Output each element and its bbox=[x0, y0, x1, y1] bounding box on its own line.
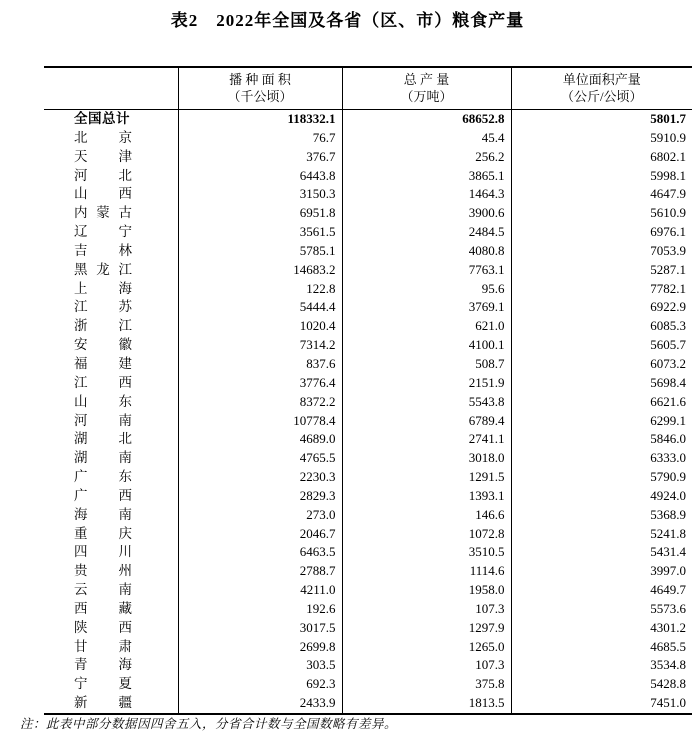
sown-area-value: 5785.1 bbox=[178, 242, 342, 261]
region-name: 安徽 bbox=[74, 337, 132, 353]
table-row bbox=[44, 204, 692, 223]
yield-value: 5698.4 bbox=[511, 374, 692, 393]
sown-area-value: 2788.7 bbox=[178, 562, 342, 581]
region-name: 四川 bbox=[74, 544, 132, 560]
sown-area-value: 5444.4 bbox=[178, 298, 342, 317]
region-name: 江苏 bbox=[74, 299, 132, 315]
region-name: 宁夏 bbox=[74, 676, 132, 692]
region-cell bbox=[44, 525, 178, 544]
sown-area-value: 3776.4 bbox=[178, 374, 342, 393]
total-output-value: 4100.1 bbox=[342, 336, 511, 355]
region-name: 湖北 bbox=[74, 431, 132, 447]
total-output-value: 3769.1 bbox=[342, 298, 511, 317]
yield-value: 4647.9 bbox=[511, 185, 692, 204]
region-name: 广西 bbox=[74, 487, 132, 503]
table-row bbox=[44, 261, 692, 280]
total-output-value: 1393.1 bbox=[342, 487, 511, 506]
table-row bbox=[44, 242, 692, 261]
yield-value: 6085.3 bbox=[511, 317, 692, 336]
region-name: 全国总计 bbox=[74, 111, 130, 126]
table-row bbox=[44, 430, 692, 449]
region-name: 河北 bbox=[74, 167, 132, 183]
sown-area-value: 8372.2 bbox=[178, 393, 342, 412]
sown-area-value: 192.6 bbox=[178, 600, 342, 619]
region-cell bbox=[44, 298, 178, 317]
grain-production-table bbox=[44, 66, 692, 715]
total-output-value: 1291.5 bbox=[342, 468, 511, 487]
yield-value: 6073.2 bbox=[511, 355, 692, 374]
region-name: 海南 bbox=[74, 506, 132, 522]
total-output-value: 45.4 bbox=[342, 129, 511, 148]
region-name: 河南 bbox=[74, 412, 132, 428]
total-output-value: 6789.4 bbox=[342, 412, 511, 431]
total-output-value: 1072.8 bbox=[342, 525, 511, 544]
total-output-value: 1464.3 bbox=[342, 185, 511, 204]
total-output-value: 1813.5 bbox=[342, 694, 511, 714]
region-name: 云南 bbox=[74, 582, 132, 598]
column-header-total-output-unit: （万吨） bbox=[400, 89, 453, 104]
sown-area-value: 2046.7 bbox=[178, 525, 342, 544]
yield-value: 6333.0 bbox=[511, 449, 692, 468]
table-row bbox=[44, 675, 692, 694]
table-row bbox=[44, 487, 692, 506]
region-cell bbox=[44, 355, 178, 374]
region-cell bbox=[44, 675, 178, 694]
region-cell bbox=[44, 204, 178, 223]
sown-area-value: 3561.5 bbox=[178, 223, 342, 242]
sown-area-value: 6463.5 bbox=[178, 543, 342, 562]
region-cell bbox=[44, 317, 178, 336]
region-name: 青海 bbox=[74, 657, 132, 673]
table-row bbox=[44, 543, 692, 562]
total-output-value: 3018.0 bbox=[342, 449, 511, 468]
region-cell bbox=[44, 336, 178, 355]
yield-value: 6922.9 bbox=[511, 298, 692, 317]
table-footnote: 注：此表中部分数据因四舍五入，分省合计数与全国数略有差异。 bbox=[20, 717, 398, 731]
yield-value: 4924.0 bbox=[511, 487, 692, 506]
yield-value: 5790.9 bbox=[511, 468, 692, 487]
table-row bbox=[44, 619, 692, 638]
yield-value: 7782.1 bbox=[511, 280, 692, 299]
sown-area-value: 376.7 bbox=[178, 148, 342, 167]
sown-area-value: 14683.2 bbox=[178, 261, 342, 280]
sown-area-value: 76.7 bbox=[178, 129, 342, 148]
sown-area-value: 4211.0 bbox=[178, 581, 342, 600]
region-name: 浙江 bbox=[74, 318, 132, 334]
region-name: 北京 bbox=[74, 129, 132, 145]
region-name: 黑龙江 bbox=[74, 261, 132, 277]
region-cell bbox=[44, 261, 178, 280]
table-row bbox=[44, 393, 692, 412]
total-output-value: 4080.8 bbox=[342, 242, 511, 261]
yield-value: 6299.1 bbox=[511, 412, 692, 431]
total-output-value: 256.2 bbox=[342, 148, 511, 167]
region-cell bbox=[44, 167, 178, 186]
sown-area-value: 1020.4 bbox=[178, 317, 342, 336]
region-name: 上海 bbox=[74, 280, 132, 296]
region-name: 西藏 bbox=[74, 600, 132, 616]
yield-value: 3997.0 bbox=[511, 562, 692, 581]
table-row bbox=[44, 374, 692, 393]
region-name: 重庆 bbox=[74, 525, 132, 541]
yield-value: 5428.8 bbox=[511, 675, 692, 694]
sown-area-value: 2230.3 bbox=[178, 468, 342, 487]
region-cell bbox=[44, 280, 178, 299]
yield-value: 5287.1 bbox=[511, 261, 692, 280]
yield-value: 5998.1 bbox=[511, 167, 692, 186]
yield-value: 5801.7 bbox=[511, 110, 692, 129]
region-cell bbox=[44, 487, 178, 506]
region-cell bbox=[44, 110, 178, 129]
total-output-value: 1958.0 bbox=[342, 581, 511, 600]
table-row bbox=[44, 336, 692, 355]
region-cell bbox=[44, 694, 178, 714]
total-output-value: 3900.6 bbox=[342, 204, 511, 223]
yield-value: 4649.7 bbox=[511, 581, 692, 600]
sown-area-value: 6951.8 bbox=[178, 204, 342, 223]
table-row bbox=[44, 148, 692, 167]
region-name: 湖南 bbox=[74, 450, 132, 466]
sown-area-value: 10778.4 bbox=[178, 412, 342, 431]
total-output-value: 621.0 bbox=[342, 317, 511, 336]
region-name: 天津 bbox=[74, 148, 132, 164]
region-name: 广东 bbox=[74, 469, 132, 485]
sown-area-value: 837.6 bbox=[178, 355, 342, 374]
table-row bbox=[44, 562, 692, 581]
yield-value: 6802.1 bbox=[511, 148, 692, 167]
total-output-value: 1297.9 bbox=[342, 619, 511, 638]
table-row bbox=[44, 656, 692, 675]
region-cell bbox=[44, 412, 178, 431]
page-title: 表2 2022年全国及各省（区、市）粮食产量 bbox=[170, 11, 525, 30]
region-cell bbox=[44, 562, 178, 581]
sown-area-value: 2699.8 bbox=[178, 638, 342, 657]
table-row bbox=[44, 298, 692, 317]
region-name: 福建 bbox=[74, 355, 132, 371]
column-header-region bbox=[44, 67, 178, 110]
region-cell bbox=[44, 506, 178, 525]
region-name: 江西 bbox=[74, 374, 132, 390]
column-header-sown-area-unit: （千公顷） bbox=[227, 89, 293, 104]
table-header-row bbox=[44, 67, 692, 110]
yield-value: 5573.6 bbox=[511, 600, 692, 619]
region-name: 吉林 bbox=[74, 242, 132, 258]
table-row bbox=[44, 638, 692, 657]
region-cell bbox=[44, 638, 178, 657]
total-output-value: 3865.1 bbox=[342, 167, 511, 186]
yield-value: 5241.8 bbox=[511, 525, 692, 544]
total-output-value: 375.8 bbox=[342, 675, 511, 694]
table-row bbox=[44, 468, 692, 487]
region-cell bbox=[44, 449, 178, 468]
yield-value: 4685.5 bbox=[511, 638, 692, 657]
yield-value: 7053.9 bbox=[511, 242, 692, 261]
region-name: 新疆 bbox=[74, 695, 132, 711]
column-header-total-output-title: 总 产 量 bbox=[403, 72, 450, 87]
sown-area-value: 4765.5 bbox=[178, 449, 342, 468]
table-row bbox=[44, 355, 692, 374]
yield-value: 4301.2 bbox=[511, 619, 692, 638]
document-page bbox=[0, 10, 695, 739]
region-name: 贵州 bbox=[74, 563, 132, 579]
yield-value: 5431.4 bbox=[511, 543, 692, 562]
total-output-value: 146.6 bbox=[342, 506, 511, 525]
region-cell bbox=[44, 129, 178, 148]
sown-area-value: 7314.2 bbox=[178, 336, 342, 355]
sown-area-value: 3150.3 bbox=[178, 185, 342, 204]
region-name: 陕西 bbox=[74, 619, 132, 635]
sown-area-value: 692.3 bbox=[178, 675, 342, 694]
total-output-value: 107.3 bbox=[342, 656, 511, 675]
sown-area-value: 6443.8 bbox=[178, 167, 342, 186]
table-row bbox=[44, 129, 692, 148]
total-output-value: 1114.6 bbox=[342, 562, 511, 581]
table-row bbox=[44, 506, 692, 525]
column-header-total-output bbox=[342, 67, 511, 110]
yield-value: 6976.1 bbox=[511, 223, 692, 242]
region-name: 辽宁 bbox=[74, 224, 132, 240]
table-row bbox=[44, 185, 692, 204]
total-output-value: 2741.1 bbox=[342, 430, 511, 449]
yield-value: 3534.8 bbox=[511, 656, 692, 675]
table-row bbox=[44, 581, 692, 600]
total-output-value: 107.3 bbox=[342, 600, 511, 619]
column-header-yield-unit: （公斤/公顷） bbox=[560, 89, 643, 104]
region-name: 山西 bbox=[74, 186, 132, 202]
sown-area-value: 118332.1 bbox=[178, 110, 342, 129]
total-output-value: 3510.5 bbox=[342, 543, 511, 562]
column-header-sown-area-title: 播 种 面 积 bbox=[229, 72, 291, 87]
table-row bbox=[44, 110, 692, 129]
yield-value: 5910.9 bbox=[511, 129, 692, 148]
region-cell bbox=[44, 148, 178, 167]
column-header-yield-title: 单位面积产量 bbox=[562, 72, 641, 87]
region-cell bbox=[44, 581, 178, 600]
sown-area-value: 2829.3 bbox=[178, 487, 342, 506]
table-row bbox=[44, 223, 692, 242]
table-body bbox=[44, 110, 692, 715]
total-output-value: 68652.8 bbox=[342, 110, 511, 129]
sown-area-value: 2433.9 bbox=[178, 694, 342, 714]
region-cell bbox=[44, 223, 178, 242]
total-output-value: 2484.5 bbox=[342, 223, 511, 242]
total-output-value: 1265.0 bbox=[342, 638, 511, 657]
region-name: 甘肃 bbox=[74, 638, 132, 654]
yield-value: 5610.9 bbox=[511, 204, 692, 223]
region-cell bbox=[44, 600, 178, 619]
region-cell bbox=[44, 619, 178, 638]
region-cell bbox=[44, 374, 178, 393]
table-row bbox=[44, 280, 692, 299]
total-output-value: 5543.8 bbox=[342, 393, 511, 412]
region-cell bbox=[44, 185, 178, 204]
yield-value: 7451.0 bbox=[511, 694, 692, 714]
region-cell bbox=[44, 656, 178, 675]
region-name: 内蒙古 bbox=[74, 205, 132, 221]
table-row bbox=[44, 167, 692, 186]
yield-value: 6621.6 bbox=[511, 393, 692, 412]
table-row bbox=[44, 600, 692, 619]
table-row bbox=[44, 449, 692, 468]
yield-value: 5846.0 bbox=[511, 430, 692, 449]
region-cell bbox=[44, 393, 178, 412]
column-header-yield bbox=[511, 67, 692, 110]
total-output-value: 2151.9 bbox=[342, 374, 511, 393]
sown-area-value: 4689.0 bbox=[178, 430, 342, 449]
sown-area-value: 122.8 bbox=[178, 280, 342, 299]
total-output-value: 508.7 bbox=[342, 355, 511, 374]
yield-value: 5368.9 bbox=[511, 506, 692, 525]
region-cell bbox=[44, 468, 178, 487]
total-output-value: 95.6 bbox=[342, 280, 511, 299]
sown-area-value: 273.0 bbox=[178, 506, 342, 525]
table-row bbox=[44, 525, 692, 544]
region-name: 山东 bbox=[74, 393, 132, 409]
sown-area-value: 3017.5 bbox=[178, 619, 342, 638]
table-row bbox=[44, 317, 692, 336]
region-cell bbox=[44, 543, 178, 562]
sown-area-value: 303.5 bbox=[178, 656, 342, 675]
total-output-value: 7763.1 bbox=[342, 261, 511, 280]
region-cell bbox=[44, 242, 178, 261]
column-header-sown-area bbox=[178, 67, 342, 110]
region-cell bbox=[44, 430, 178, 449]
table-row bbox=[44, 412, 692, 431]
yield-value: 5605.7 bbox=[511, 336, 692, 355]
table-row bbox=[44, 694, 692, 714]
